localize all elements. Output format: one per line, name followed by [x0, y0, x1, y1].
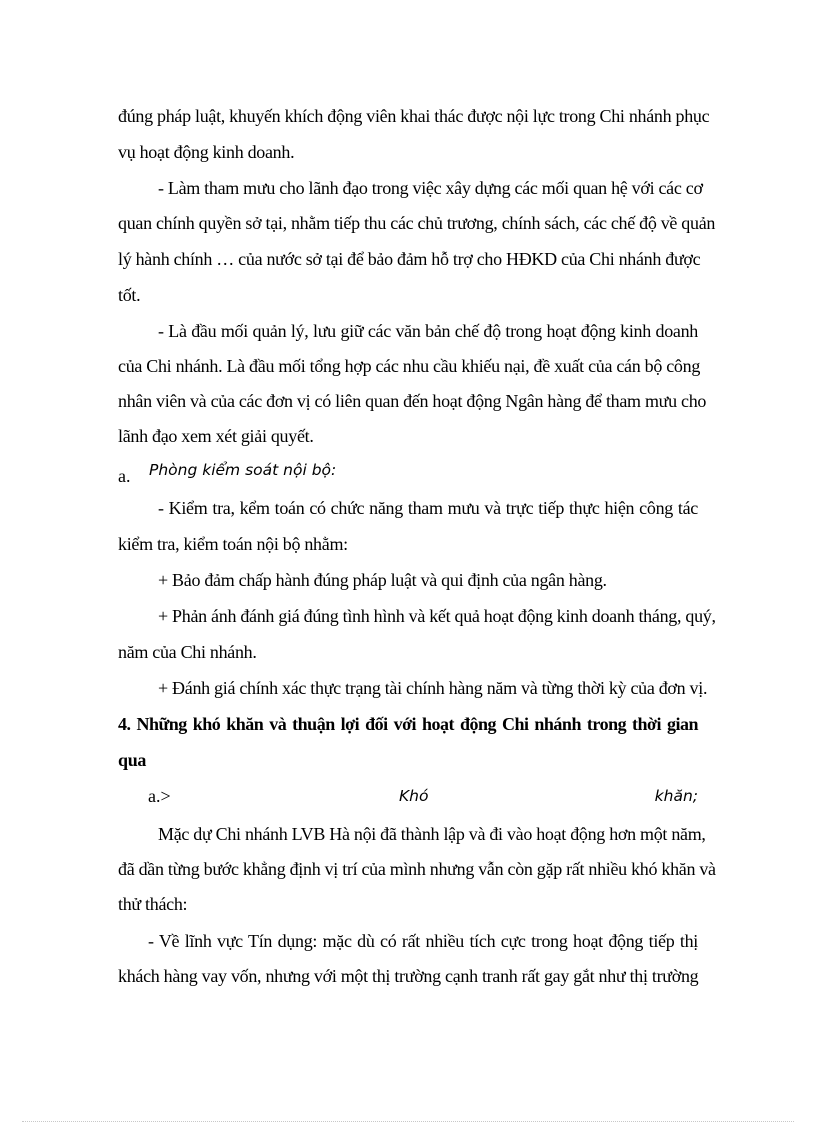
paragraph-line: thử thách: [118, 894, 188, 914]
subsection-a-word1: Khó [399, 787, 429, 805]
paragraph-line: - Kiểm tra, kểm toán có chức năng tham mưu và trực tiếp thực hiện công tác [158, 498, 698, 518]
section-heading-cont: qua [118, 750, 147, 770]
list-item: + Đánh giá chính xác thực trạng tài chính hàng năm và từng thời kỳ của đơn vị. [158, 678, 708, 698]
paragraph-line: của Chi nhánh. Là đầu mối tổng hợp các nhu cầu khiếu nại, đề xuất của cán bộ công [118, 356, 701, 376]
page-border-line [22, 1121, 794, 1122]
subsection-a-prefix: a.> [148, 786, 171, 806]
subsection-a-word2: khăn; [654, 787, 698, 805]
section-a-prefix: a. [118, 466, 131, 486]
paragraph-line: vụ hoạt động kinh doanh. [118, 142, 295, 162]
section-a-title: Phòng kiểm soát nội bộ: [149, 461, 337, 479]
paragraph-line: đúng pháp luật, khuyến khích động viên khai thác được nội lực trong Chi nhánh phục [118, 106, 710, 126]
paragraph-line: nhân viên và của các đơn vị có liên quan đến hoạt động Ngân hàng để tham mưu cho [118, 391, 707, 411]
paragraph-line: Mặc dự Chi nhánh LVB Hà nội đã thành lập và đi vào hoạt động hơn một năm, [158, 824, 706, 844]
paragraph-line: đã dần từng bước khẳng định vị trí của mình nhưng vẫn còn gặp rất nhiều khó khăn và [118, 859, 716, 879]
list-item: + Bảo đảm chấp hành đúng pháp luật và qui định của ngân hàng. [158, 570, 607, 590]
paragraph-line: quan chính quyền sở tại, nhằm tiếp thu các chủ trương, chính sách, các chế độ về quản [118, 213, 716, 233]
subsection-a-line [148, 785, 698, 807]
paragraph-line: năm của Chi nhánh. [118, 642, 257, 662]
paragraph-line: tốt. [118, 285, 141, 305]
list-item: + Phản ánh đánh giá đúng tình hình và kết quả hoạt động kinh doanh tháng, quý, [158, 606, 716, 626]
paragraph-line: lãnh đạo xem xét giải quyết. [118, 426, 314, 446]
paragraph-line: - Về lĩnh vực Tín dụng: mặc dù có rất nhiều tích cực trong hoạt động tiếp thị [148, 931, 698, 951]
paragraph-line: khách hàng vay vốn, nhưng với một thị trường cạnh tranh rất gay gắt như thị trường [118, 966, 699, 986]
paragraph-line: lý hành chính … của nước sở tại để bảo đảm hỗ trợ cho HĐKD của Chi nhánh được [118, 249, 701, 269]
paragraph-line: - Là đầu mối quản lý, lưu giữ các văn bản chế độ trong hoạt động kinh doanh [158, 321, 698, 341]
paragraph-line: kiểm tra, kiểm toán nội bộ nhằm: [118, 534, 348, 554]
paragraph-line: - Làm tham mưu cho lãnh đạo trong việc xây dựng các mối quan hệ với các cơ [158, 178, 703, 198]
section-heading: 4. Những khó khăn và thuận lợi đối với hoạt động Chi nhánh trong thời gian [118, 714, 698, 734]
